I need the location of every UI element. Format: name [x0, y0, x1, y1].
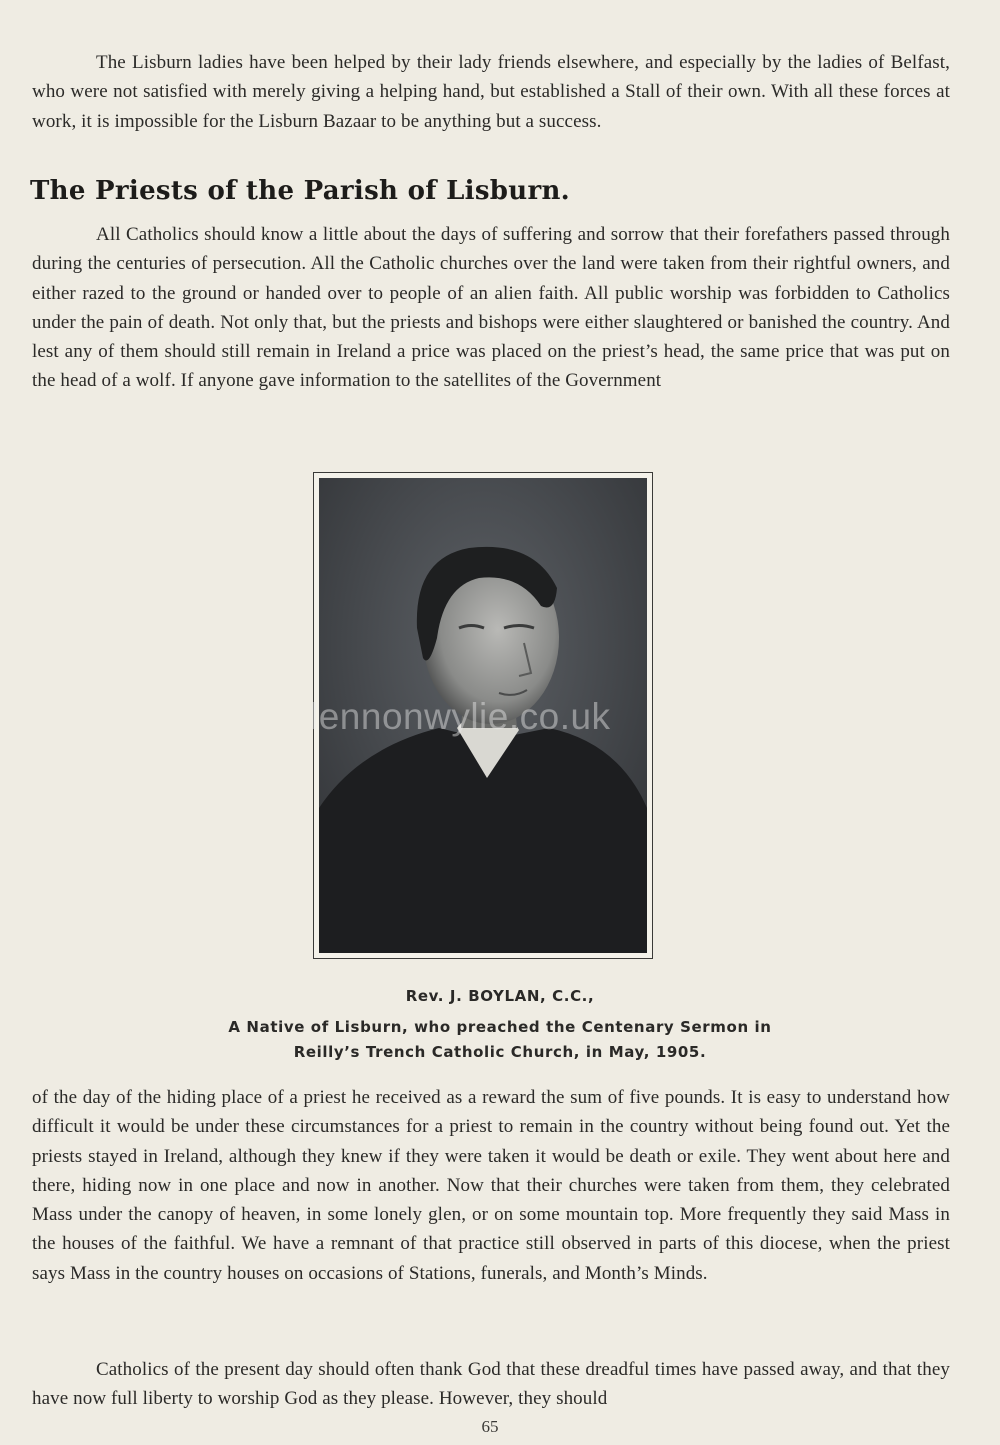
- intro-paragraph: The Lisburn ladies have been helped by their lady friends elsewhere, and especially by the ladies of Belfast, who were not satisfied with merely giving a helping hand, but established a Stall of their own. With all these forces at work, it is impossible for the Lisburn Bazaar to be anything but a success.: [32, 52, 950, 132]
- paragraph-persecution-start: All Catholics should know a little about the days of suffering and sorrow that their forefathers passed through during the centuries of persecution. All the Catholic churches over the land were taken from their rightful owners, and either razed to the ground or handed over to people of an alien faith. All public worship was forbidden to Catholics under the pain of death. Not only that, but the priests and bishops were either slaughtered or banished the country. And lest any of them should still remain in Ireland a price was placed on the priest’s head, the same price that was put on the head of a wolf. If anyone gave information to the satellites of the Government: [32, 224, 950, 392]
- watermark-text: lennonwylie.co.uk: [310, 696, 611, 737]
- caption-line-1: A Native of Lisburn, who preached the Centenary Sermon in: [228, 1018, 772, 1036]
- caption-name: Rev. J. BOYLAN, C.C.,: [405, 987, 595, 1005]
- section-heading: The Priests of the Parish of Lisburn.: [30, 176, 571, 206]
- caption-line-2: Reilly’s Trench Catholic Church, in May, 1905.: [293, 1043, 707, 1061]
- paragraph-persecution-continued: of the day of the hiding place of a priest he received as a reward the sum of five pounds. It is easy to understand how difficult it would be under these circumstances for a priest to remain in the country without being found out. Yet the priests stayed in Ireland, although they knew if they were taken it would be death or exile. They went about here and there, hiding now in one place and now in another. Now that their churches were taken from them, they celebrated Mass under the canopy of heaven, in some lonely glen, or on some mountain top. More frequently they said Mass in the houses of the faithful. We have a remnant of that practice still observed in parts of this diocese, when the priest says Mass in the country houses on occasions of Stations, funerals, and Month’s Minds.: [32, 1087, 950, 1284]
- paragraph-present-day: Catholics of the present day should often thank God that these dreadful times have passed away, and that they have now full liberty to worship God as they please. However, they should: [32, 1359, 950, 1410]
- page-number: 65: [481, 1417, 499, 1436]
